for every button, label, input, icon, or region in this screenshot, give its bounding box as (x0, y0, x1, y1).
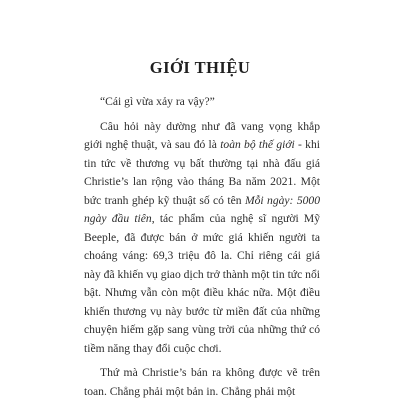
body-text (84, 93, 320, 401)
paragraph-main-part-3: , tác phẩm của nghệ sĩ người Mỹ Beeple, đã được bán ở mức giá khiến người ta choáng váng: 69,3 triệu đô la. Chỉ riêng cái giá này đã khiến vụ giao dịch trở thành một tin tức nổi bật. Nhưng vẫn còn một điều khác nữa. Một điều khiến thương vụ này bước từ miền đất của những chuyện hiếm gặp sang vùng trời của những thứ có tiềm năng thay đổi cuộc chơi. (84, 212, 320, 355)
paragraph-main-emphasis-2: Mỗi ngày: 5000 ngày đầu tiên (84, 193, 321, 225)
paragraph-main (84, 118, 320, 359)
paragraph-continuation: Thứ mà Christie’s bán ra không được vẽ trên toan. Chẳng phải một bản in. Chẳng phải một (84, 366, 320, 398)
paragraph-main-part-1: Câu hỏi này dường như đã vang vọng khắp giới nghệ thuật, và sau đó là (84, 119, 320, 151)
paragraph-main-part-2: - khi tin tức về thương vụ bất thường tại nhà đấu giá Christie’s lan rộng vào tháng Ba năm 2021. Một bức tranh ghép kỹ thuật số có tên (84, 138, 320, 207)
paragraph-quote: “Cái gì vừa xảy ra vậy?” (100, 95, 215, 108)
chapter-title: GIỚI THIỆU (149, 58, 251, 77)
paragraph-main-emphasis-1: toàn bộ thế giới (220, 138, 295, 151)
